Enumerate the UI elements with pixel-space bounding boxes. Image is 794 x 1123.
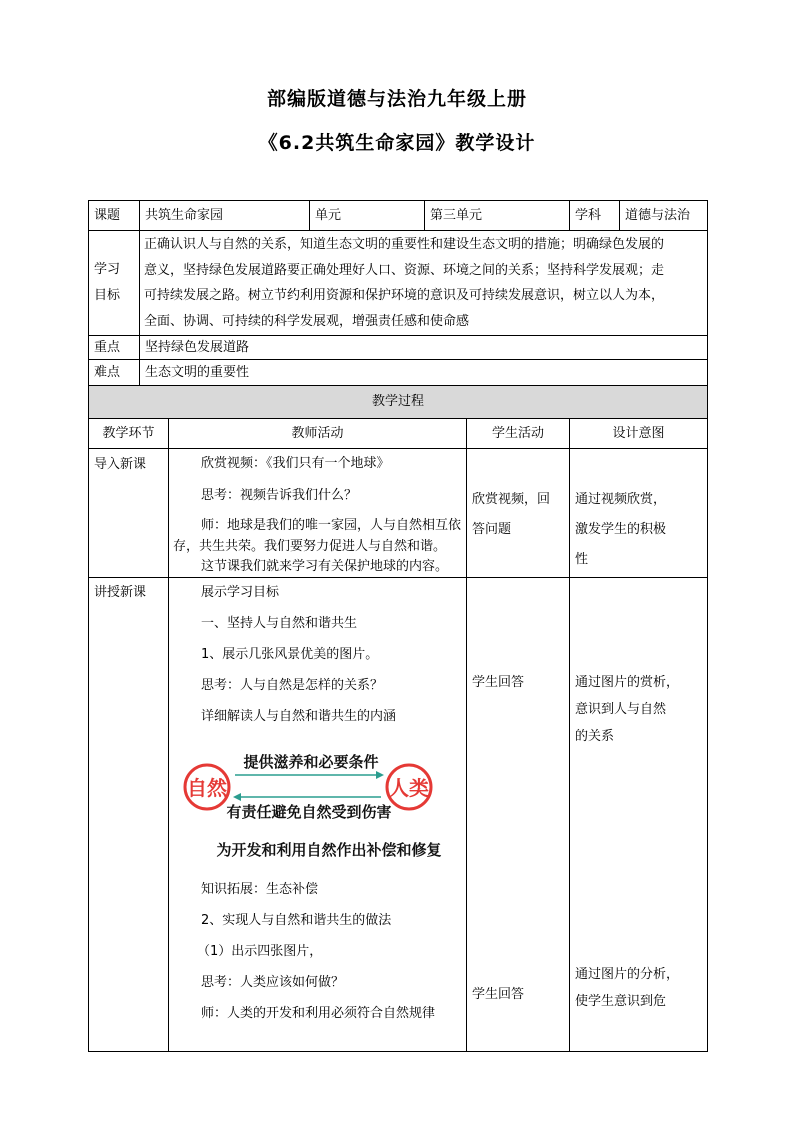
lesson-stage: 讲授新课 — [89, 578, 169, 1052]
lesson-teacher — [169, 578, 467, 1052]
document-title: 部编版道德与法治九年级上册 — [266, 88, 527, 110]
lesson-intent-b2: 使学生意识到危 — [575, 994, 667, 1009]
intro-t1: 欣赏视频：《我们只有一个地球》 — [201, 456, 390, 471]
top-arrow-head — [376, 771, 384, 779]
human-label: 人类 — [389, 776, 429, 800]
intro-intent-3: 性 — [575, 552, 589, 567]
intro-intent-1: 通过视频欣赏， — [575, 492, 667, 507]
goals-label — [89, 231, 140, 336]
col-intent: 设计意图 — [570, 419, 708, 449]
course-value: 共筑生命家园 — [140, 201, 310, 231]
goals-line-4: 全面、协调、可持续的科学发展观，增强责任感和使命感 — [144, 313, 470, 329]
lesson-t9: 思考：人类应该如何做？ — [201, 975, 345, 990]
lesson-plan-table — [88, 200, 708, 1052]
intro-t5: 这节课我们就来学习有关保护地球的内容。 — [201, 559, 449, 574]
intro-stage: 导入新课 — [89, 449, 169, 578]
subject-label: 学科 — [570, 201, 620, 231]
compensation-label: 为开发和利用自然作出补偿和修复 — [216, 841, 442, 859]
lesson-student-a: 学生回答 — [472, 675, 525, 690]
intro-t4: 存，共生共荣。我们要努力促进人与自然和谐。 — [173, 539, 447, 554]
lesson-t1: 展示学习目标 — [201, 585, 280, 600]
process-header-row — [89, 419, 708, 449]
unit-value-cell — [425, 201, 570, 231]
col-teacher: 教师活动 — [169, 419, 467, 449]
goals-row — [89, 231, 708, 336]
intro-row — [89, 449, 708, 578]
col-student: 学生活动 — [467, 419, 570, 449]
document-subtitle: 《6.2共筑生命家园》教学设计 — [258, 132, 536, 154]
lesson-t3: 1、展示几张风景优美的图片。 — [201, 647, 379, 662]
process-heading: 教学过程 — [89, 386, 708, 419]
unit-cell — [310, 201, 425, 231]
intro-student-2: 答问题 — [472, 522, 512, 537]
intro-student-1: 欣赏视频，回 — [472, 492, 551, 507]
goals-line-1: 正确认识人与自然的关系，知道生态文明的重要性和建设生态文明的措施；明确绿色发展的 — [144, 237, 665, 252]
lesson-t10: 师：人类的开发和利用必须符合自然规律 — [201, 1006, 436, 1021]
lesson-intent-a3: 的关系 — [575, 729, 615, 744]
goals-line-3: 可持续发展之路。树立节约利用资源和保护环境的意识及可持续发展意识，树立以人为本， — [144, 288, 665, 303]
intro-intent — [570, 449, 708, 578]
lesson-t5: 详细解读人与自然和谐共生的内涵 — [201, 709, 397, 724]
focus-label: 重点 — [89, 336, 140, 360]
difficulty-label: 难点 — [89, 360, 140, 386]
unit-value: 第三单元 — [430, 207, 483, 223]
process-heading-row — [89, 386, 708, 419]
lesson-row — [89, 578, 708, 1052]
intro-intent-2: 激发学生的积极 — [575, 522, 667, 537]
lesson-t2: 一、坚持人与自然和谐共生 — [201, 616, 358, 631]
goals-line-2: 意义，坚持绿色发展道路要正确处理好人口、资源、环境之间的关系；坚持科学发展观；走 — [144, 262, 665, 278]
difficulty-value: 生态文明的重要性 — [140, 360, 708, 386]
lesson-t8: （1）出示四张图片， — [197, 944, 323, 959]
diagram-svg — [181, 735, 451, 870]
lesson-intent-b1: 通过图片的分析， — [575, 967, 680, 982]
lesson-student-b: 学生回答 — [472, 987, 525, 1002]
nature-human-diagram — [181, 735, 451, 870]
goals-label-line2: 目标 — [94, 288, 121, 303]
lesson-intent — [570, 578, 708, 1052]
intro-teacher — [169, 449, 467, 578]
lesson-t6: 知识拓展：生态补偿 — [201, 882, 319, 897]
intro-student — [467, 449, 570, 578]
lesson-student — [467, 578, 570, 1052]
lesson-t7: 2、实现人与自然和谐共生的做法 — [201, 913, 392, 928]
lesson-intent-a2: 意识到人与自然 — [575, 702, 667, 717]
difficulty-row — [89, 360, 708, 386]
goals-label-line1: 学习 — [94, 262, 121, 277]
bottom-arrow-head — [233, 793, 241, 801]
nature-label: 自然 — [187, 776, 227, 800]
goals-text — [140, 231, 708, 336]
top-arrow-label: 提供滋养和必要条件 — [243, 753, 379, 771]
col-stage: 教学环节 — [89, 419, 169, 449]
lesson-t4: 思考：人与自然是怎样的关系？ — [201, 678, 384, 693]
focus-row — [89, 336, 708, 360]
subject-value: 道德与法治 — [620, 201, 708, 231]
info-row — [89, 201, 708, 231]
unit-label: 单元 — [315, 207, 342, 223]
focus-value: 坚持绿色发展道路 — [140, 336, 708, 360]
intro-t3: 师：地球是我们的唯一家园，人与自然相互依 — [201, 518, 462, 533]
intro-t2: 思考：视频告诉我们什么？ — [201, 488, 358, 503]
course-label: 课题 — [89, 201, 140, 231]
lesson-intent-a1: 通过图片的赏析， — [575, 675, 680, 690]
bottom-arrow-label: 有责任避免自然受到伤害 — [226, 803, 392, 821]
